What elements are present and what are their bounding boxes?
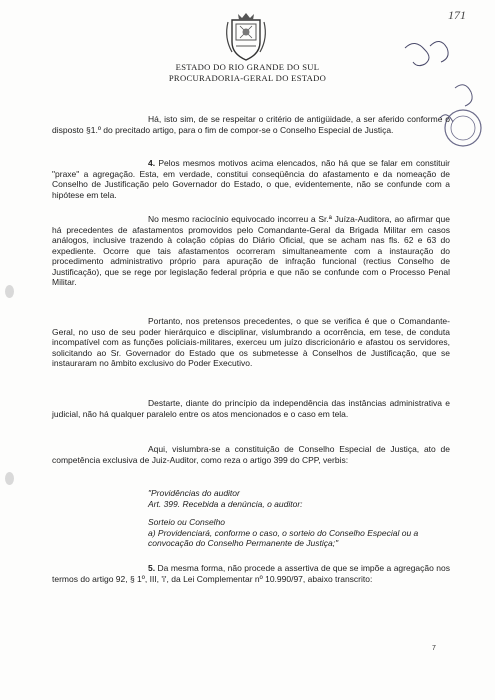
- quote-line-3: Sorteio ou Conselho: [148, 517, 226, 527]
- state-coat-of-arms-icon: [222, 12, 270, 62]
- page-folio-mark: 171: [448, 8, 466, 22]
- paragraph-2-text: Pelos mesmos motivos acima elencados, não há que se falar em constituir "praxe" a agregação. Esta, em verdade, constitui conseqüência do afastamento e da nomeação de Conselho de Justificação pelo Governador do Estado, o que, evidentemente, não se confunde com a hipótese em tela.: [52, 158, 450, 200]
- quote-line-4: a) Providenciará, conforme o caso, o sorteio do Conselho Especial ou a convocação do Conselho Permanente de Justiça;": [148, 527, 419, 548]
- binder-hole: [5, 285, 14, 298]
- paragraph-2-number: 4.: [148, 158, 156, 168]
- quote-line-1: "Providências do auditor: [148, 488, 240, 498]
- binder-hole: [5, 472, 14, 485]
- paragraph-7-number: 5.: [148, 563, 156, 573]
- paragraph-5: Destarte, diante do princípio da independência das instâncias administrativa e judicial, não há qualquer paralelo entre os atos mencionados e o caso em tela.: [52, 398, 450, 419]
- paragraph-1: Há, isto sim, de se respeitar o critério de antigüidade, a ser aferido conforme o disposto §1.º do precitado artigo, para o fim de compor-se o Conselho Especial de Justiça.: [52, 114, 450, 135]
- paragraph-7-text: Da mesma forma, não procede a assertiva de que se impõe a agregação nos termos do artigo 92, § 1º, III, 'i', da Lei Complementar nº 10.990/97, abaixo transcrito:: [52, 563, 450, 584]
- paragraph-6: Aqui, vislumbra-se a constituição de Conselho Especial de Justiça, ato de competência exclusiva de Juiz-Auditor, como reza o artigo 399 do CPP, verbis:: [52, 444, 450, 465]
- handwritten-stamp-icon: [385, 28, 485, 158]
- paragraph-3: No mesmo raciocínio equivocado incorreu a Sr.ª Juíza-Auditora, ao afirmar que há precedentes de afastamentos promovidos pelo Comandante-Geral da Brigada Militar em casos análogos, inclusive trazendo à colação cópias do Diário Oficial, que se acham nas fls. 62 e 63 do expediente. Ocorre que tais afastamentos ocorreram simultaneamente com a instauração do procedimento administrativo próprio para apuração de infração funcional (rectius Conselho de Justificação), que se rege por legislação federal própria e que não se confunde com o Processo Penal Militar.: [52, 214, 450, 287]
- quote-line-2: Art. 399. Recebida a denúncia, o auditor:: [148, 498, 303, 509]
- paragraph-4: Portanto, nos pretensos precedentes, o que se verifica é que o Comandante-Geral, no uso de seu poder hierárquico e disciplinar, vislumbrando a ocorrência, em tese, de conduta incompatível com as funções policiais-militares, exerceu um juízo discricionário e afastou os servidores, solicitando ao Sr. Governador do Estado que os submetesse à Conselhos de Justificação, que se instauraram no âmbito exclusivo do Poder Executivo.: [52, 316, 450, 368]
- header-agency-name: PROCURADORIA-GERAL DO ESTADO: [168, 73, 327, 83]
- paragraph-7: [52, 563, 450, 584]
- page-number: 7: [432, 645, 436, 652]
- paragraph-2: [52, 158, 450, 200]
- header-state-name: ESTADO DO RIO GRANDE DO SUL: [175, 62, 320, 72]
